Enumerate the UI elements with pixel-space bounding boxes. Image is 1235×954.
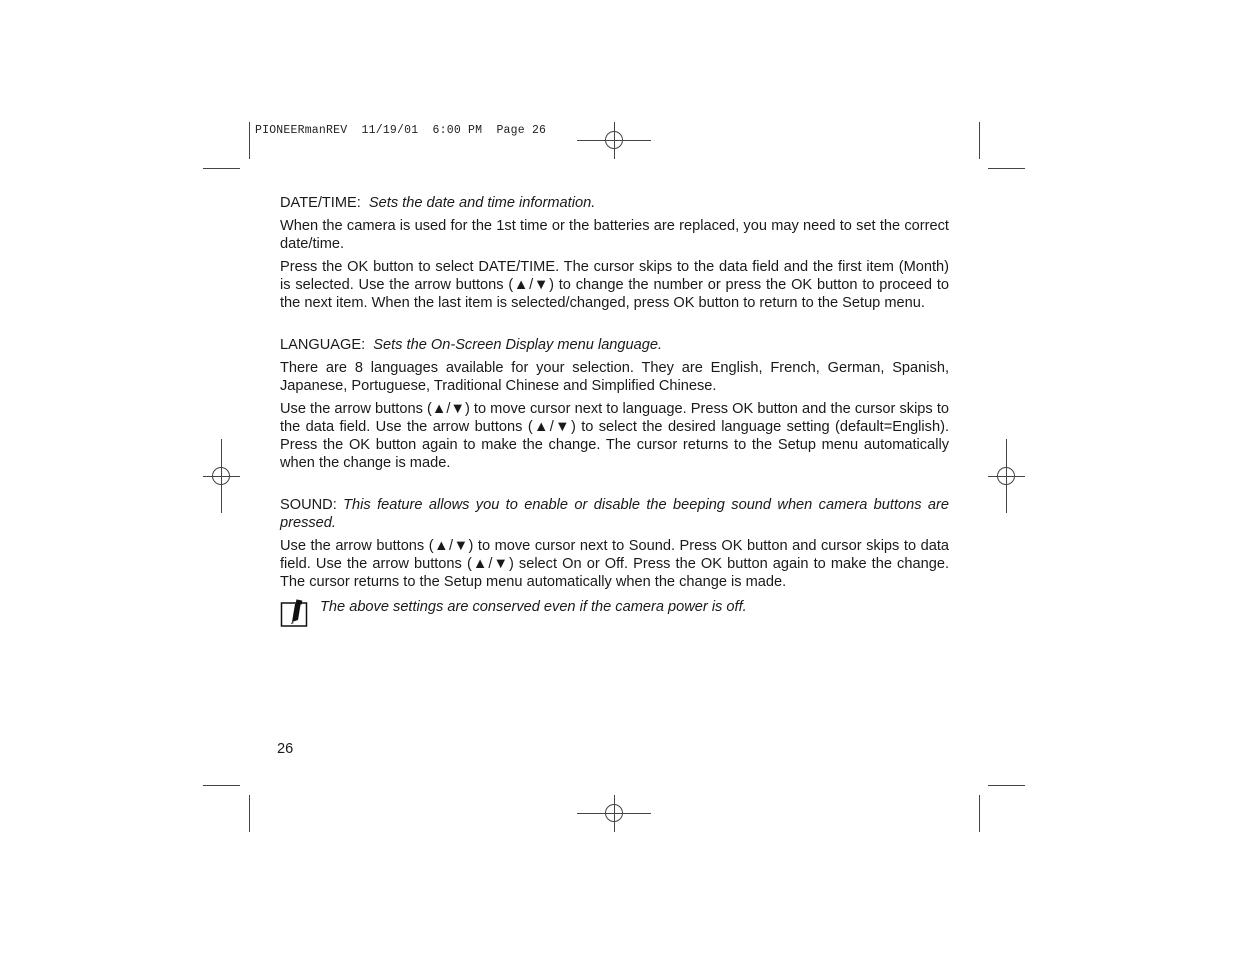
note-text: The above settings are conserved even if the camera power is off. xyxy=(320,599,747,615)
section-heading-line xyxy=(280,496,949,532)
section-heading-line xyxy=(280,336,949,354)
registration-circle xyxy=(605,804,623,822)
crop-mark xyxy=(988,785,1025,786)
section-subtitle: Sets the date and time information. xyxy=(368,195,596,211)
section-heading: DATE/TIME: xyxy=(280,195,361,211)
note xyxy=(280,598,949,628)
section-sound xyxy=(280,496,949,591)
section-heading: LANGUAGE: xyxy=(280,337,366,353)
note-pencil-icon xyxy=(280,598,310,628)
section-subtitle: This feature allows you to enable or disable the beeping sound when camera buttons are pressed. xyxy=(280,497,950,531)
paragraph: Use the arrow buttons (▲/▼) to move cursor next to Sound. Press OK button and cursor skips to data field. Use the arrow buttons (▲/▼) select On or Off. Press the OK button again to make the change. The cursor returns to the Setup menu automatically when the change is made. xyxy=(280,538,949,590)
registration-circle xyxy=(997,467,1015,485)
crop-mark xyxy=(203,168,240,169)
registration-circle xyxy=(212,467,230,485)
paragraph: Use the arrow buttons (▲/▼) to move cursor next to language. Press OK button and the cursor skips to the data field. Use the arrow buttons (▲/▼) to select the desired language setting (default=English). Press the OK button again to make the change. The cursor returns to the Setup menu automatically when the change is made. xyxy=(280,401,949,471)
section-subtitle: Sets the On-Screen Display menu language. xyxy=(373,337,663,353)
page-number: 26 xyxy=(277,741,294,757)
crop-mark xyxy=(203,785,240,786)
section-heading-line xyxy=(280,194,949,212)
registration-circle xyxy=(605,131,623,149)
crop-mark xyxy=(979,122,980,159)
paragraph: Press the OK button to select DATE/TIME. The cursor skips to the data field and the first item (Month) is selected. Use the arrow buttons (▲/▼) to change the number or press the OK button to proceed to the next item. When the last item is selected/changed, press OK button to return to the Setup menu. xyxy=(280,259,949,311)
section-heading: SOUND: xyxy=(280,497,337,513)
crop-mark xyxy=(249,122,250,159)
paragraph: There are 8 languages available for your selection. They are English, French, German, Spanish, Japanese, Portuguese, Traditional Chinese and Simplified Chinese. xyxy=(280,360,949,394)
crop-mark xyxy=(988,168,1025,169)
crop-mark xyxy=(979,795,980,832)
section-language xyxy=(280,336,949,472)
manual-content xyxy=(280,194,949,628)
print-slug: PIONEERmanREV 11/19/01 6:00 PM Page 26 xyxy=(255,124,547,137)
crop-mark xyxy=(249,795,250,832)
section-date-time xyxy=(280,194,949,312)
paragraph: When the camera is used for the 1st time or the batteries are replaced, you may need to set the correct date/time. xyxy=(280,218,949,252)
